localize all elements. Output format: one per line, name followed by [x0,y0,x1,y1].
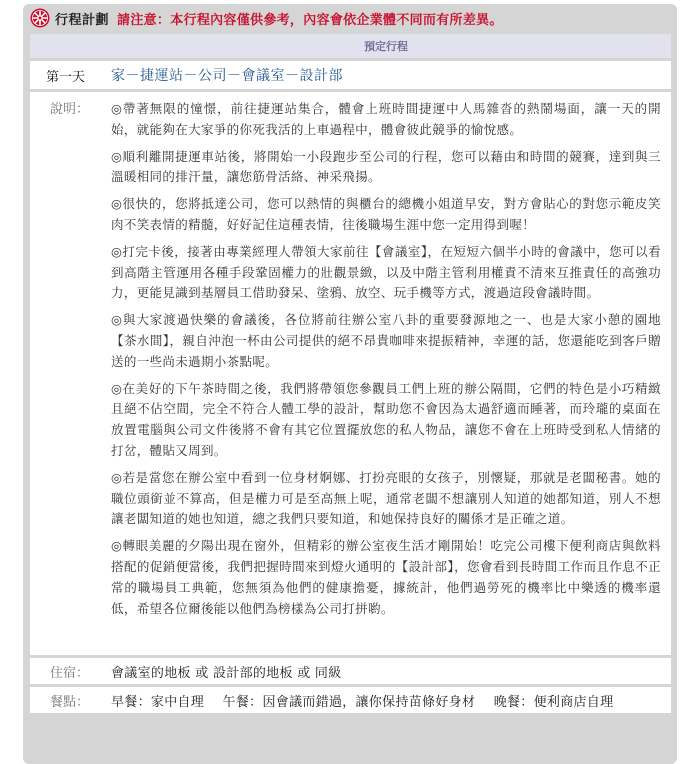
description-paragraph: ◎轉眼美麗的夕陽出現在窗外，但精彩的辦公室夜生活才剛開始！吃完公司樓下便利商店與飲料搭配的促銷便當後，我們把握時間來到燈火通明的【設計部】，您會看到長時間工作而且作息不正常的職場員工典範，您無須為他們的健康擔憂，據統計，他們過勞死的機率比中樂透的機率還低，希望各位爾後能以他們為榜樣為公司打拼喲。 [111,538,661,616]
snowflake-emblem-icon [30,8,50,28]
description-paragraph: ◎與大家渡過快樂的會議後，各位將前往辦公室八卦的重要發源地之一、也是大家小憩的園地【茶水間】，親自沖泡一杯由公司提供的絕不昂貴咖啡來提振精神，幸運的話，您還能吃到客戶贈送的一些尚未過期小茶點呢。 [111,312,661,369]
meal-lunch: 午餐：因會議而錯過，讓你保持苗條好身材 [222,694,476,710]
warning-notice: 請注意：本行程內容僅供參考，內容會依企業體不同而有所差異。 [117,12,503,28]
description-paragraph: ◎在美好的下午茶時間之後，我們將帶領您參觀員工們上班的辦公隔間，它們的特色是小巧精緻且絕不佔空間，完全不符合人體工學的設計，幫助您不會因為太過舒適而睡著，而玲瓏的桌面在放置電腦與公司文件後將不會有其它位置擺放您的私人物品，讓您不會在上班時受到私人情緒的打岔，體貼又周到。 [111,380,661,458]
lodging-value: 會議室的地板 或 設計部的地板 或 同級 [101,658,671,684]
description-row [30,92,671,655]
day-row [30,61,671,89]
description-paragraph: ◎若是當您在辦公室中看到一位身材婀娜、打扮亮眼的女孩子，別懷疑，那就是老闆秘書。她的職位頭銜並不算高，但是權力可是至高無上呢，通常老闆不想讓別人知道的她都知道，別人不想讓老闆知道的她也知道，總之我們只要知道，和她保持良好的關係才是正確之道。 [111,469,661,527]
description-paragraph: ◎順利離開捷運車站後，將開始一小段跑步至公司的行程，您可以藉由和時間的競賽，達到與三溫暖相同的排汗量，讓您筋骨活絡、神采飛揚。 [111,148,661,185]
lodging-label: 住宿： [30,658,101,684]
subheader-row [30,34,671,58]
itinerary-header [30,6,503,30]
description-body [101,92,671,655]
day-label: 第一天 [30,61,101,89]
description-paragraph: ◎打完卡後，接著由專業經理人帶領大家前往【會議室】，在短短六個半小時的會議中，您可以看到高階主管運用各種手段鞏固權力的壯觀景緻，以及中階主管利用權責不清來互推責任的高強功力，更能見識到基層員工借助發呆、塗鴉、放空、玩手機等方式，渡過這段會議時間。 [111,243,661,301]
meals-row [30,687,671,713]
meal-dinner: 晚餐：便利商店自理 [493,694,614,710]
meals-label: 餐點： [30,687,101,713]
meal-breakfast: 早餐：家中自理 [111,694,205,710]
description-label: 說明： [30,92,101,655]
itinerary-table [30,31,671,716]
meals-value [101,687,671,713]
itinerary-title: 行程計劃 [55,12,110,28]
day-route: 家－捷運站－公司－會議室－設計部 [101,61,671,89]
lodging-row [30,658,671,684]
description-paragraph: ◎帶著無限的憧憬，前往捷運站集合，體會上班時間捷運中人馬雜沓的熱鬧場面，讓一天的開始，就能夠在大家爭的你死我活的上車過程中，體會彼此競爭的愉悅感。 [111,101,661,137]
description-paragraph: ◎很快的，您將抵達公司，您可以熱情的與櫃台的總機小姐道早安，對方會貼心的對您示範皮笑肉不笑表情的精髓，好好記住這種表情，往後職場生涯中您一定用得到喔！ [111,196,661,232]
subheader-label: 預定行程 [101,34,671,58]
